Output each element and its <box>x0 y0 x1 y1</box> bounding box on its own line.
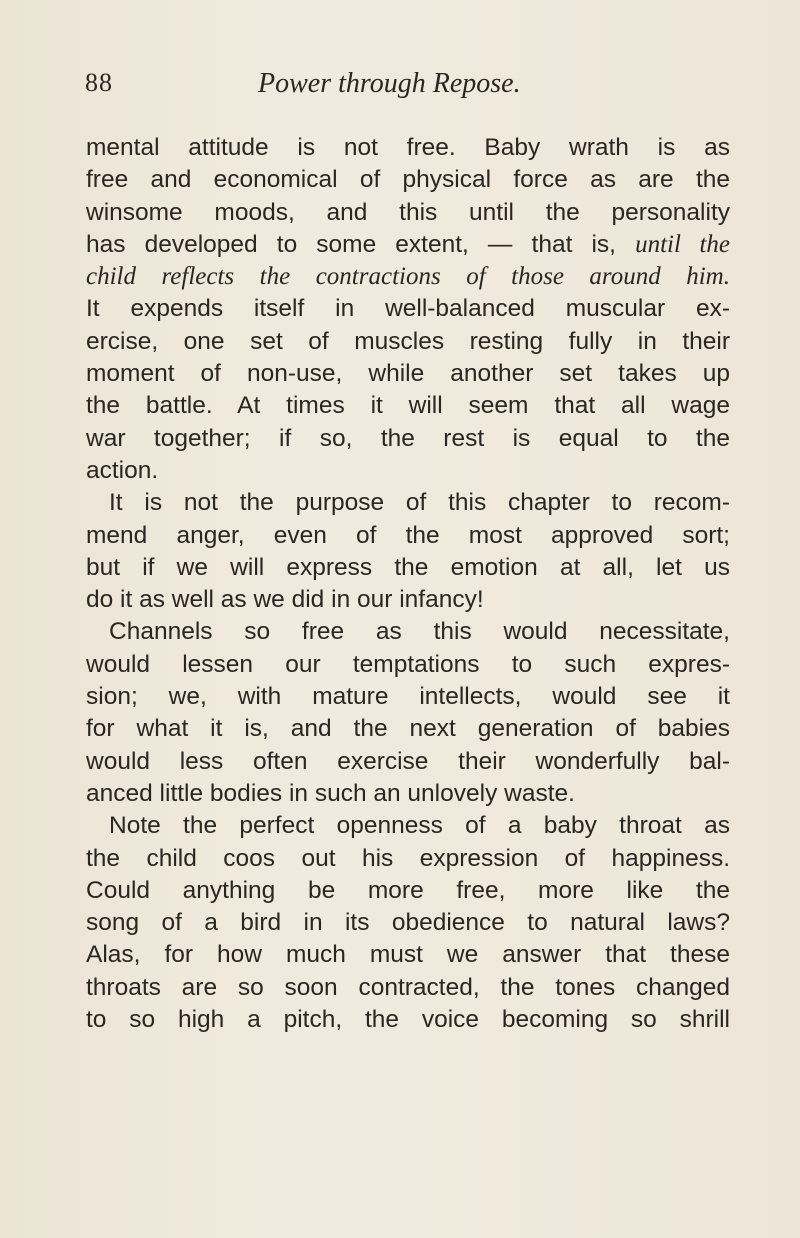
italic-segment: until the <box>635 230 730 258</box>
text-line: Could anything be more free, more like the <box>86 876 730 904</box>
text-line: action. <box>86 456 159 484</box>
text-line: do it as well as we did in our infancy! <box>86 586 484 614</box>
text-line: anced little bodies in such an unlovely waste. <box>86 779 575 807</box>
body-text <box>86 132 730 1036</box>
text-line: moment of non-use, while another set takes up <box>86 360 730 388</box>
text-line: Alas, for how much must we answer that these <box>86 941 730 969</box>
text-line <box>86 229 730 261</box>
page-number: 88 <box>85 68 113 97</box>
text-line: to so high a pitch, the voice becoming so shrill <box>86 1006 730 1034</box>
text-line: It is not the purpose of this chapter to recom- <box>109 489 730 517</box>
text-line: the battle. At times it will seem that all wage <box>86 392 730 420</box>
text-line: for what it is, and the next generation of babies <box>86 715 730 743</box>
running-title: Power through Repose. <box>258 68 521 99</box>
text-line: mental attitude is not free. Baby wrath is as <box>86 134 730 161</box>
text-line-italic: child reflects the contractions of those around him. <box>86 263 730 291</box>
text-segment: has developed to some extent, — that is, <box>86 230 616 258</box>
text-line: winsome moods, and this until the personality <box>86 198 730 226</box>
text-line: song of a bird in its obedience to natural laws? <box>86 909 730 937</box>
text-line: free and economical of physical force as are the <box>86 166 730 194</box>
text-line: the child coos out his expression of happiness. <box>86 844 730 872</box>
text-line: throats are so soon contracted, the tones changed <box>86 973 730 1001</box>
text-line: sion; we, with mature intellects, would see it <box>86 683 730 711</box>
text-line: Note the perfect openness of a baby throat as <box>109 812 730 840</box>
text-line: mend anger, even of the most approved sort; <box>86 521 730 549</box>
text-line: would less often exercise their wonderfully bal- <box>86 747 730 775</box>
page-header <box>85 68 725 108</box>
text-line: war together; if so, the rest is equal to the <box>86 424 730 452</box>
text-line: It expends itself in well-balanced muscular ex- <box>86 295 730 323</box>
text-line: but if we will express the emotion at all, let us <box>86 553 730 581</box>
text-line: ercise, one set of muscles resting fully in their <box>86 327 730 355</box>
text-line: Channels so free as this would necessitate, <box>109 618 730 646</box>
text-line: would lessen our temptations to such expres- <box>86 650 730 678</box>
